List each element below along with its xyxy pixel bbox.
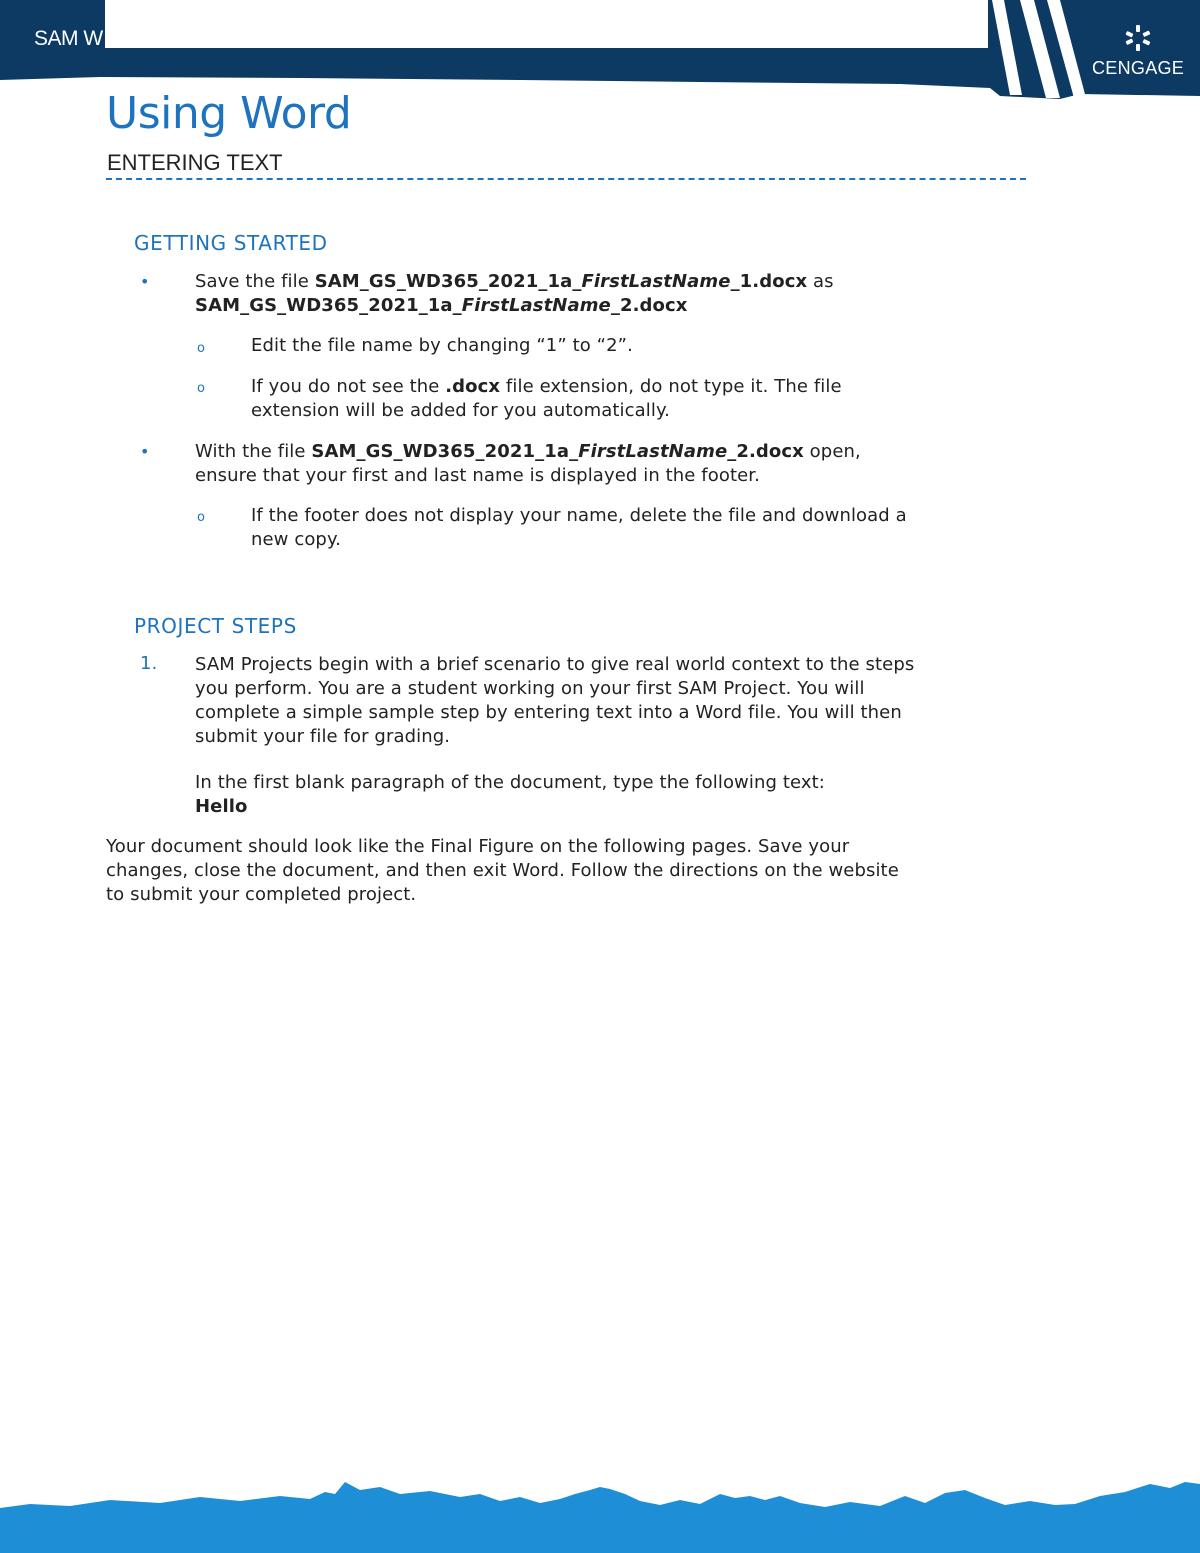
closing-paragraph: Your document should look like the Final Figure on the following pages. Save your changes, close the document, and then exit Word. Follow the directions on the website to submit your completed project. xyxy=(106,836,899,905)
bullet-icon: • xyxy=(140,272,150,291)
cengage-starburst-icon xyxy=(1122,24,1154,52)
bullet-icon: • xyxy=(140,442,150,461)
project-step-1: SAM Projects begin with a brief scenario to give real world context to the steps you perform. You are a student working on your first SAM Project. You will complete a simple sample step by entering text into a Word file. You will then submit your file for grading. xyxy=(195,654,915,747)
getting-started-sub-1: Edit the file name by changing “1” to “2”. xyxy=(251,335,633,356)
typed-text: Hello xyxy=(195,796,248,817)
header-title-mask xyxy=(105,0,988,48)
getting-started-sub-2: If you do not see the .docx file extension, do not type it. The file extension will be added for you automatically. xyxy=(251,376,842,421)
getting-started-item-2: With the file SAM_GS_WD365_2021_1a_FirstLastName_2.docx open, ensure that your first and last name is displayed in the footer. xyxy=(195,441,861,486)
sub-bullet-icon: o xyxy=(197,341,205,356)
cengage-logo xyxy=(1092,24,1184,79)
step-number: 1. xyxy=(140,653,158,674)
header-left-text: SAM W xyxy=(34,27,103,50)
getting-started-item-1: Save the file SAM_GS_WD365_2021_1a_FirstLastName_1.docx as SAM_GS_WD365_2021_1a_FirstLastName_2.docx xyxy=(195,271,834,316)
brand-name: CENGAGE xyxy=(1092,58,1185,78)
getting-started-heading: GETTING STARTED xyxy=(134,231,328,255)
title-divider xyxy=(106,178,1026,180)
document-subtitle: ENTERING TEXT xyxy=(107,150,283,175)
document-title: Using Word xyxy=(106,88,352,139)
footer-mountain-background xyxy=(0,1470,1200,1553)
footer-band xyxy=(0,1470,1200,1553)
project-steps-heading: PROJECT STEPS xyxy=(134,614,297,638)
sub-bullet-icon: o xyxy=(197,510,205,525)
project-step-1-instruction: In the first blank paragraph of the document, type the following text: Hello xyxy=(195,772,825,817)
sub-bullet-icon: o xyxy=(197,381,205,396)
getting-started-sub-3: If the footer does not display your name, delete the file and download a new copy. xyxy=(251,505,907,550)
